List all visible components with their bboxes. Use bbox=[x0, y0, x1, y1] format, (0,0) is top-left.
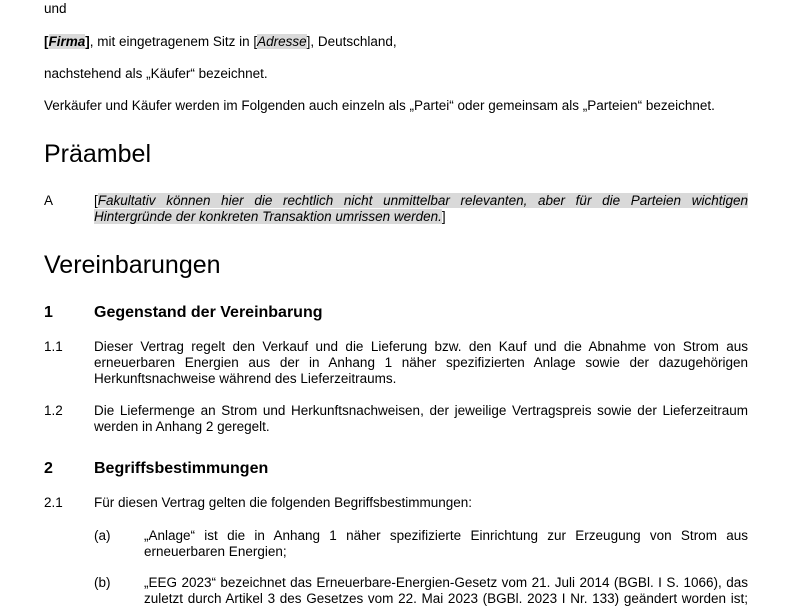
clause-2-1-number: 2.1 bbox=[44, 495, 63, 510]
intro-firma-line bbox=[44, 34, 397, 50]
praeambel-a-line1: [Fakultativ können hier die rechtlich nicht unmittelbar relevanten, aber für die Parteien wichtigen bbox=[94, 193, 748, 208]
clause-1-1-text: Dieser Vertrag regelt den Verkauf und die Lieferung bzw. den Kauf und die Abnahme von Strom aus erneuerbaren Energien aus der in Anhang 1 näher spezifizierten Anlage sowie der dazugehörigen Herkunftsnachweise während des Lieferzeitraums. bbox=[94, 339, 748, 386]
definition-a-text: „Anlage“ ist die in Anhang 1 näher spezifizierte Einrichtung zur Erzeugung von Strom aus erneuerbaren Energien; bbox=[144, 528, 748, 559]
praeambel-heading: Präambel bbox=[44, 140, 151, 168]
clause-1-2-number: 1.2 bbox=[44, 403, 63, 418]
section-2-title: Begriffsbestimmungen bbox=[94, 460, 269, 477]
section-1-title: Gegenstand der Vereinbarung bbox=[94, 304, 323, 321]
adresse-placeholder: Adresse bbox=[257, 34, 307, 49]
intro-kaeufer: nachstehend als „Käufer“ bezeichnet. bbox=[44, 66, 268, 81]
praeambel-bracket-open: [ bbox=[94, 193, 98, 208]
firma-bracket-close: ] bbox=[85, 34, 90, 49]
praeambel-a-label: A bbox=[44, 193, 54, 208]
section-2-number: 2 bbox=[44, 460, 53, 477]
intro-und: und bbox=[44, 1, 67, 16]
definition-a-number: (a) bbox=[94, 528, 111, 543]
firma-placeholder: Firma bbox=[48, 34, 86, 49]
definition-b-text: „EEG 2023“ bezeichnet das Erneuerbare-Energien-Gesetz vom 21. Juli 2014 (BGBl. I S. 1066), das zuletzt durch Artikel 3 des Gesetzes vom 22. Mai 2023 (BGBl. 2023 I Nr. 133) geändert worden ist; bbox=[144, 575, 748, 606]
praeambel-bracket-close: ] bbox=[441, 209, 446, 224]
clause-1-2-text: Die Liefermenge an Strom und Herkunftsnachweisen, der jeweilige Vertragspreis sowie der Lieferzeitraum werden in Anhang 2 geregelt. bbox=[94, 403, 748, 434]
section-1-number: 1 bbox=[44, 304, 53, 321]
praeambel-a-text bbox=[94, 193, 748, 225]
vereinbarungen-heading: Vereinbarungen bbox=[44, 251, 221, 279]
clause-1-1-number: 1.1 bbox=[44, 339, 63, 354]
praeambel-a-line2: Hintergründe der konkreten Transaktion umrissen werden.] bbox=[94, 209, 446, 224]
firma-end-text: ], Deutschland, bbox=[306, 34, 397, 49]
intro-parteien: Verkäufer und Käufer werden im Folgenden auch einzeln als „Partei“ oder gemeinsam als „Parteien“ bezeichnet. bbox=[44, 98, 715, 113]
firma-mid-text: , mit eingetragenem Sitz in [ bbox=[89, 34, 258, 49]
clause-2-1-text: Für diesen Vertrag gelten die folgenden Begriffsbestimmungen: bbox=[94, 495, 472, 510]
definition-b-number: (b) bbox=[94, 575, 111, 590]
firma-bracket-open: [ bbox=[44, 34, 49, 49]
